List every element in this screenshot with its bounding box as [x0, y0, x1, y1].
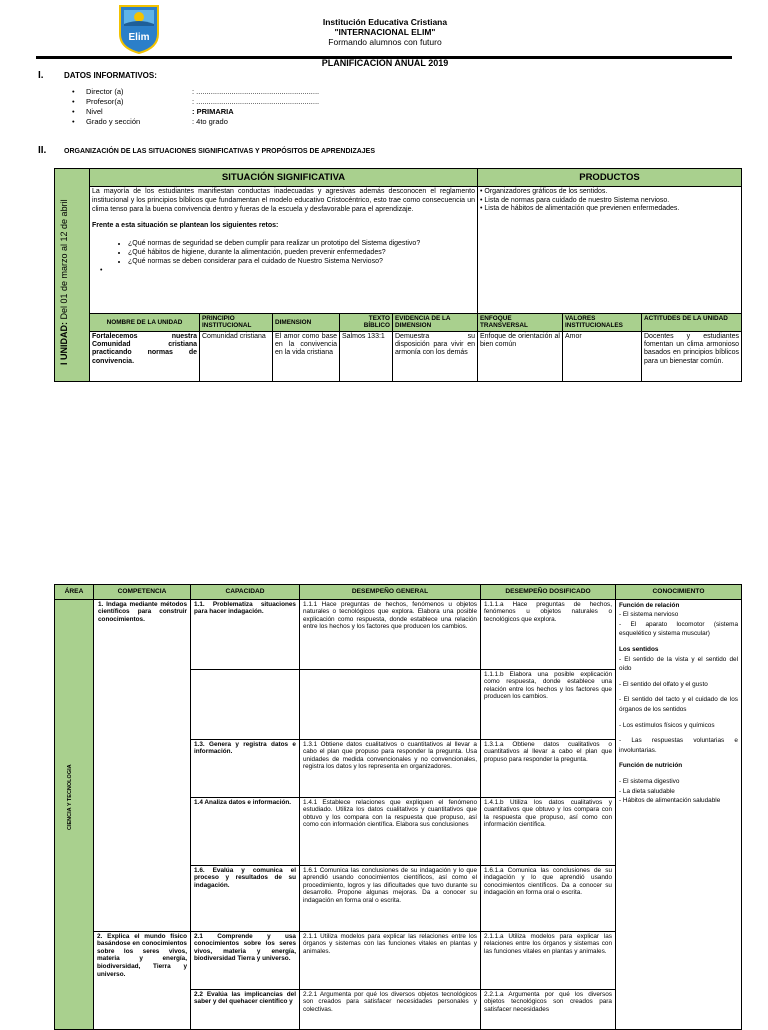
info-value: : ...........................................................: [192, 87, 320, 96]
product-item: • Organizadores gráficos de los sentidos.: [480, 188, 608, 196]
capacity-cell: 1.3. Genera y registra datos e información.: [191, 739, 300, 797]
capacity-cell: 1.6. Evalúa y comunica el proceso y resultados de su indagación.: [191, 865, 300, 931]
capacity-cell: [191, 669, 300, 739]
product-text: Lista de hábitos de alimentación que previenen enfermedades.: [484, 204, 680, 212]
header-block: [230, 17, 540, 47]
product-item: • Lista de normas para cuidado de nuestro Sistema nervioso.: [480, 196, 670, 204]
general-performance-cell: [300, 669, 481, 739]
competency-cell: 2. Explica el mundo físico basándose en conocimientos sobre los seres vivos, materia y energía, biodiversidad, Tierra y universo.: [94, 931, 191, 1029]
challenge-item: • ¿Qué normas de seguridad se deben cumplir para realizar un prototipo del Sistema digestivo?: [128, 240, 475, 249]
challenge-intro: Frente a esta situación se plantean los siguientes retos:: [92, 221, 279, 229]
general-performance-cell: 1.4.1 Establece relaciones que expliquen el fenómeno estudiado. Utiliza los datos cualitativos y cuantitativos que obtuvo y los compara con la respuesta que propuso, así como con información científica. Elabora sus conclusiones: [300, 797, 481, 865]
challenge-item: • ¿Qué hábitos de higiene, durante la alimentación, pueden prevenir enfermedades?: [128, 249, 475, 258]
product-text: Organizadores gráficos de los sentidos.: [484, 188, 608, 196]
logo-text: Elim: [128, 32, 150, 43]
values-cell: Amor: [563, 331, 642, 382]
unit-table: [54, 168, 742, 382]
info-label: • Director (a): [72, 87, 192, 97]
col-header: ACTITUDES DE LA UNIDAD: [642, 314, 742, 331]
challenge-item: • ¿Qué normas se deben considerar para el cuidado de Nuestro Sistema Nervioso?: [128, 258, 475, 267]
general-performance-cell: 2.2.1 Argumenta por qué los diversos objetos tecnológicos son creados para satisfacer necesidades personales y colectivas.: [300, 989, 481, 1029]
section-1-number: I.: [38, 70, 44, 81]
col-header: EVIDENCIA DE LA DIMENSION: [393, 314, 478, 331]
section-2-title: ORGANIZACIÓN DE LAS SITUACIONES SIGNIFICATIVAS Y PROPÓSITOS DE APRENDIZAJES: [64, 148, 376, 155]
dosified-performance-cell: 2.1.1.a Utiliza modelos para explicar las relaciones entre los órganos y sistemas con las funciones vitales en plantas y animales.: [481, 931, 616, 989]
principle-cell: Comunidad cristiana: [200, 331, 273, 382]
capacity-cell: 2.2 Evalúa las implicancias del saber y del quehacer científico y: [191, 989, 300, 1029]
info-label: • Nivel: [72, 107, 192, 117]
school-motto: Formando alumnos con futuro: [328, 37, 442, 47]
info-row: [72, 87, 319, 97]
general-performance-cell: 1.6.1 Comunica las conclusiones de su indagación y lo que aprendió usando conocimientos científicos, así como el procedimiento, logros y las dificultades que tuvo durante su desarrollo. Propone algunas mejoras. Da a conocer su indagación en forma oral o escrita.: [300, 865, 481, 931]
info-row: [72, 107, 319, 117]
col-header: NOMBRE DE LA UNIDAD: [90, 314, 200, 331]
general-performance-cell: 1.1.1 Hace preguntas de hechos, fenómenos u objetos naturales o tecnológicos que explora. Elabora una posible explicación como respuesta, donde establece una relación entre los hechos y los factores que producen los cambios.: [300, 599, 481, 669]
situation-cell: [90, 187, 478, 314]
attitudes-cell: Docentes y estudiantes fomentan un clima armonioso basados en principios bíblicos para un bienestar común.: [642, 331, 742, 382]
capacity-cell: 2.1 Comprende y usa conocimientos sobre los seres vivos, materia y energía, biodiversidad Tierra y universo.: [191, 931, 300, 989]
product-text: Lista de normas para cuidado de nuestro Sistema nervioso.: [484, 196, 670, 204]
challenge-list: [92, 240, 475, 266]
col-header: DESEMPEÑO GENERAL: [300, 585, 481, 600]
area-cell: [55, 599, 94, 1029]
general-performance-cell: 1.3.1 Obtiene datos cualitativos o cuantitativos al llevar a cabo el plan que propuso para responder la pregunta. Usa unidades de medida convencionales y no convencionales, registra los datos y los representa en organizadores.: [300, 739, 481, 797]
school-name: "INTERNACIONAL ELIM": [334, 27, 436, 37]
col-header: DIMENSION: [273, 314, 340, 331]
area-label: CIENCIA Y TECNOLOGIA: [67, 763, 73, 830]
knowledge-item: - El sistema digestivo: [619, 777, 680, 785]
col-header: TEXTO BÍBLICO: [340, 314, 393, 331]
dosified-performance-cell: 2.2.1.a Argumenta por qué los diversos objetos tecnológicos son creados para satisfacer necesidades: [481, 989, 616, 1029]
product-item: • Lista de hábitos de alimentación que previenen enfermedades.: [480, 204, 680, 212]
info-value: : ...........................................................: [192, 97, 320, 106]
situation-text: La mayoría de los estudiantes manifiestan conductas inadecuadas y agresivas además desconocen el reglamento institucional y los principios bíblicos que fundamentan el modelo educativo Cristocéntrico, esto trae como consecuencia un clima tenso para la buena convivencia dentro y fueras de la escuela y desfavorable para el aprendizaje.: [92, 188, 475, 213]
capacity-cell: 1.4 Analiza datos e información.: [191, 797, 300, 865]
school-logo: [118, 4, 160, 54]
unit-label-bold: I UNIDAD:: [59, 322, 69, 365]
knowledge-item: - La dieta saludable: [619, 787, 675, 795]
unit-name-cell: Fortalecemos nuestra Comunidad cristiana practicando normas de convivencia.: [90, 331, 200, 382]
col-header: CAPACIDAD: [191, 585, 300, 600]
knowledge-title: Función de relación: [619, 601, 680, 609]
info-label: • Grado y sección: [72, 117, 192, 127]
col-header: VALORES INSTITUCIONALES: [563, 314, 642, 331]
plan-title: PLANIFICACION ANUAL 2019: [321, 58, 449, 68]
unit-date-range: Del 01 de marzo al 12 de abril: [59, 199, 69, 322]
challenge-empty-bullet: •: [100, 266, 103, 274]
info-list: [72, 87, 319, 127]
general-performance-cell: 2.1.1 Utiliza modelos para explicar las relaciones entre los órganos y sistemas con las funciones vitales en plantas y animales.: [300, 931, 481, 989]
col-header: COMPETENCIA: [94, 585, 191, 600]
section-2-heading: [38, 145, 375, 156]
knowledge-item: - El sentido del olfato y el gusto: [619, 680, 708, 688]
col-header: DESEMPEÑO DOSIFICADO: [481, 585, 616, 600]
bible-text-cell: Salmos 133:1: [340, 331, 393, 382]
competency-cell: 1. Indaga mediante métodos científicos para construir conocimientos.: [94, 599, 191, 931]
col-header: ENFOQUE TRANSVERSAL: [478, 314, 563, 331]
situation-header: SITUACIÓN SIGNIFICATIVA: [90, 169, 478, 187]
dosified-performance-cell: 1.1.1.a Hace preguntas de hechos, fenómenos u objetos naturales o tecnológicos que explora.: [481, 599, 616, 669]
evidence-cell: Demuestra su disposición para vivir en armonía con los demás: [393, 331, 478, 382]
dosified-performance-cell: 1.1.1.b Elabora una posible explicación como respuesta, donde establece una relación entre los hechos y los factores que producen los cambios.: [481, 669, 616, 739]
knowledge-item: - El aparato locomotor (sistema esquelético y sistema muscular): [619, 620, 738, 638]
knowledge-item: - Las respuestas voluntarias e involuntarias.: [619, 737, 738, 754]
knowledge-title: Los sentidos: [619, 645, 659, 653]
section-1-heading: [38, 70, 157, 81]
approach-cell: Enfoque de orientación al bien común: [478, 331, 563, 382]
knowledge-item: - El sentido de la vista y el sentido del oído: [619, 655, 738, 673]
dimension-cell: El amor como base en la convivencia en la vida cristiana: [273, 331, 340, 382]
knowledge-item: - El sentido del tacto y el cuidado de los órganos de los sentidos: [619, 696, 738, 713]
col-header: CONOCIMIENTO: [616, 585, 742, 600]
info-row: [72, 97, 319, 107]
col-header: PRINCIPIO INSTITUCIONAL: [200, 314, 273, 331]
institution-name: Institución Educativa Cristiana: [322, 17, 448, 27]
knowledge-item: - Los estímulos físicos y químicos: [619, 721, 715, 729]
section-2-number: II.: [38, 145, 47, 156]
info-label: • Profesor(a): [72, 97, 192, 107]
info-value: : 4to grado: [192, 117, 228, 126]
knowledge-title: Función de nutrición: [619, 762, 683, 770]
products-cell: [478, 187, 742, 314]
info-value: : PRIMARIA: [192, 107, 234, 116]
knowledge-item: - Hábitos de alimentación saludable: [619, 797, 721, 805]
dosified-performance-cell: 1.6.1.a Comunica las conclusiones de su indagación y lo que aprendió usando conocimientos científicos. Da a conocer su indagación en forma oral o escrita.: [481, 865, 616, 931]
competency-table: [54, 584, 742, 1030]
knowledge-item: - El sistema nervioso: [619, 611, 679, 619]
dosified-performance-cell: 1.4.1.b Utiliza los datos cualitativos y cuantitativos que obtuvo y los compara con la respuesta que propuso, así como con información científica.: [481, 797, 616, 865]
capacity-cell: 1.1. Problematiza situaciones para hacer indagación.: [191, 599, 300, 669]
unit-side-label: [55, 169, 90, 382]
dosified-performance-cell: 1.3.1.a Obtiene datos cualitativos o cuantitativos al llevar a cabo el plan que propuso para responder la pregunta.: [481, 739, 616, 797]
knowledge-cell: [616, 599, 742, 1029]
info-row: [72, 117, 319, 127]
section-1-title: DATOS INFORMATIVOS:: [64, 71, 157, 80]
products-header: PRODUCTOS: [478, 169, 742, 187]
col-header: ÁREA: [55, 585, 94, 600]
